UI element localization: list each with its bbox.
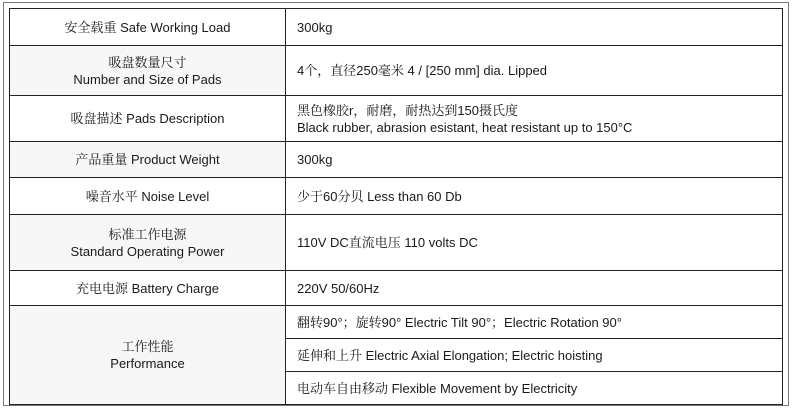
- label-line: 安全载重 Safe Working Load: [64, 19, 231, 35]
- table-row: [10, 46, 783, 96]
- row-value: [286, 46, 783, 96]
- row-label: [10, 9, 286, 46]
- value-line: 电动车自由移动 Flexible Movement by Electricity: [297, 380, 578, 396]
- value-line: 220V 50/60Hz: [297, 280, 380, 296]
- performance-item: [286, 306, 783, 339]
- performance-label: [10, 306, 286, 405]
- row-label: [10, 215, 286, 271]
- row-value: [286, 215, 783, 271]
- row-label: [10, 96, 286, 142]
- value-line: 翻转90°；旋转90° Electric Tilt 90°；Electric Rotation 90°: [297, 314, 622, 330]
- row-label: [10, 46, 286, 96]
- label-line: Standard Operating Power: [70, 243, 225, 259]
- label-line: 吸盘数量尺寸: [108, 54, 187, 70]
- row-value: [286, 96, 783, 142]
- label-line: 噪音水平 Noise Level: [85, 188, 210, 204]
- label-line: 吸盘描述 Pads Description: [70, 111, 225, 126]
- table-row: [10, 178, 783, 215]
- label-line: 产品重量 Product Weight: [75, 152, 220, 167]
- row-value: [286, 178, 783, 215]
- value-line: 110V DC直流电压 110 volts DC: [297, 235, 478, 250]
- label-line: Number and Size of Pads: [73, 71, 222, 87]
- row-value: [286, 271, 783, 306]
- table-row: [10, 215, 783, 271]
- label-line: 充电电源 Battery Charge: [75, 280, 220, 296]
- table-row: [10, 9, 783, 46]
- value-line: 300kg: [297, 19, 333, 35]
- label-line: 工作性能: [121, 339, 174, 354]
- table-row: [10, 271, 783, 306]
- row-label: [10, 178, 286, 215]
- spec-table: [9, 8, 783, 405]
- table-row: [10, 306, 783, 339]
- row-label: [10, 271, 286, 306]
- value-line: 延伸和上升 Electric Axial Elongation; Electric hoisting: [297, 347, 603, 363]
- value-line: Black rubber, abrasion esistant, heat resistant up to 150°C: [297, 119, 633, 135]
- row-value: [286, 9, 783, 46]
- value-line: 黑色橡胶r，耐磨，耐热达到150摄氏度: [297, 102, 519, 118]
- value-line: 少于60分贝 Less than 60 Db: [297, 188, 462, 204]
- label-line: 标准工作电源: [108, 226, 187, 242]
- table-row: [10, 142, 783, 178]
- table-row: [10, 96, 783, 142]
- performance-item: [286, 339, 783, 372]
- performance-item: [286, 372, 783, 405]
- value-line: 4个，直径250毫米 4 / [250 mm] dia. Lipped: [297, 63, 548, 78]
- label-line: Performance: [110, 356, 185, 371]
- row-value: [286, 142, 783, 178]
- value-line: 300kg: [297, 152, 333, 167]
- row-label: [10, 142, 286, 178]
